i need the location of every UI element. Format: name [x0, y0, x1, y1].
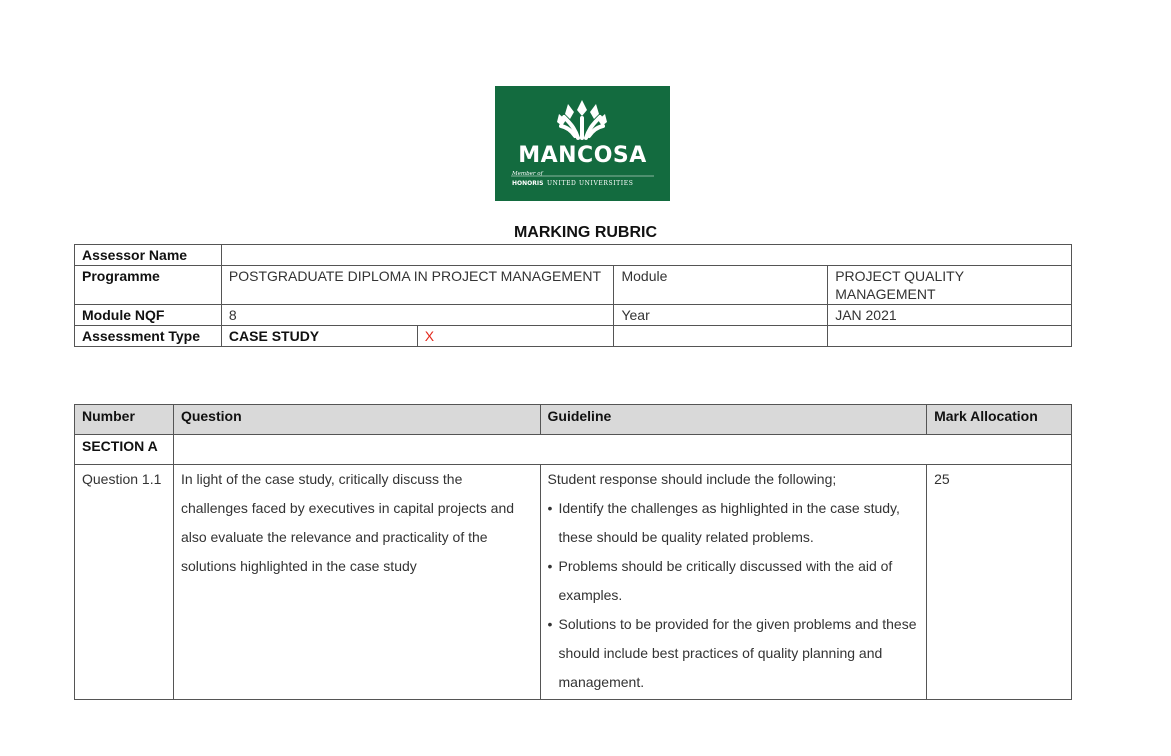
- module-label: Module: [614, 266, 828, 305]
- assessment-type-label: Assessment Type: [75, 326, 222, 347]
- section-empty-cell: [173, 435, 1071, 465]
- year-label: Year: [614, 305, 828, 326]
- header-mark-allocation: Mark Allocation: [927, 405, 1072, 435]
- empty-cell: [614, 326, 828, 347]
- nqf-row: [75, 305, 1072, 326]
- guideline-list: [548, 494, 920, 697]
- page-title: MARKING RUBRIC: [513, 224, 658, 241]
- assessor-row: [75, 245, 1072, 266]
- header-question: Question: [173, 405, 540, 435]
- question-number: Question 1.1: [75, 465, 174, 700]
- mark-allocation-value: 25: [927, 465, 1072, 700]
- assessment-type-mark: X: [417, 326, 614, 347]
- year-value: JAN 2021: [828, 305, 1072, 326]
- module-nqf-label: Module NQF: [75, 305, 222, 326]
- programme-label: Programme: [75, 266, 222, 305]
- question-text: In light of the case study, critically discuss the challenges faced by executives in capital projects and also evaluate the relevance and practicality of the solutions highlighted in the case study: [173, 465, 540, 700]
- assessor-name-value: [221, 245, 1071, 266]
- guideline-point: • Solutions to be provided for the given problems and these should include best practices of quality planning and management.: [548, 610, 920, 697]
- guideline-cell: [540, 465, 927, 700]
- logo-network-rest: UNITED UNIVERSITIES: [547, 180, 634, 187]
- assessment-info-table: [74, 244, 1072, 347]
- empty-cell: [828, 326, 1072, 347]
- section-row: [75, 435, 1072, 465]
- header-number: Number: [75, 405, 174, 435]
- assessment-type-row: [75, 326, 1072, 347]
- guideline-point: • Identify the challenges as highlighted in the case study, these should be quality related problems.: [548, 494, 920, 552]
- module-value: PROJECT QUALITY MANAGEMENT: [828, 266, 1072, 305]
- programme-row: [75, 266, 1072, 305]
- marking-rubric-table: [74, 404, 1072, 700]
- programme-value: POSTGRADUATE DIPLOMA IN PROJECT MANAGEMENT: [221, 266, 614, 305]
- module-nqf-value: 8: [221, 305, 614, 326]
- logo-wordmark: MANCOSA: [518, 143, 647, 168]
- logo-network-strong: HONORIS: [512, 180, 544, 187]
- rubric-header-row: [75, 405, 1072, 435]
- assessment-type-value: CASE STUDY: [221, 326, 417, 347]
- guideline-intro: Student response should include the following;: [547, 471, 837, 487]
- table-row: [75, 465, 1072, 700]
- assessor-name-label: Assessor Name: [75, 245, 222, 266]
- header-guideline: Guideline: [540, 405, 927, 435]
- guideline-point: • Problems should be critically discussed with the aid of examples.: [548, 552, 920, 610]
- logo-member-text: Member of: [512, 171, 543, 177]
- section-label: SECTION A: [75, 435, 174, 465]
- mancosa-logo: [495, 86, 670, 201]
